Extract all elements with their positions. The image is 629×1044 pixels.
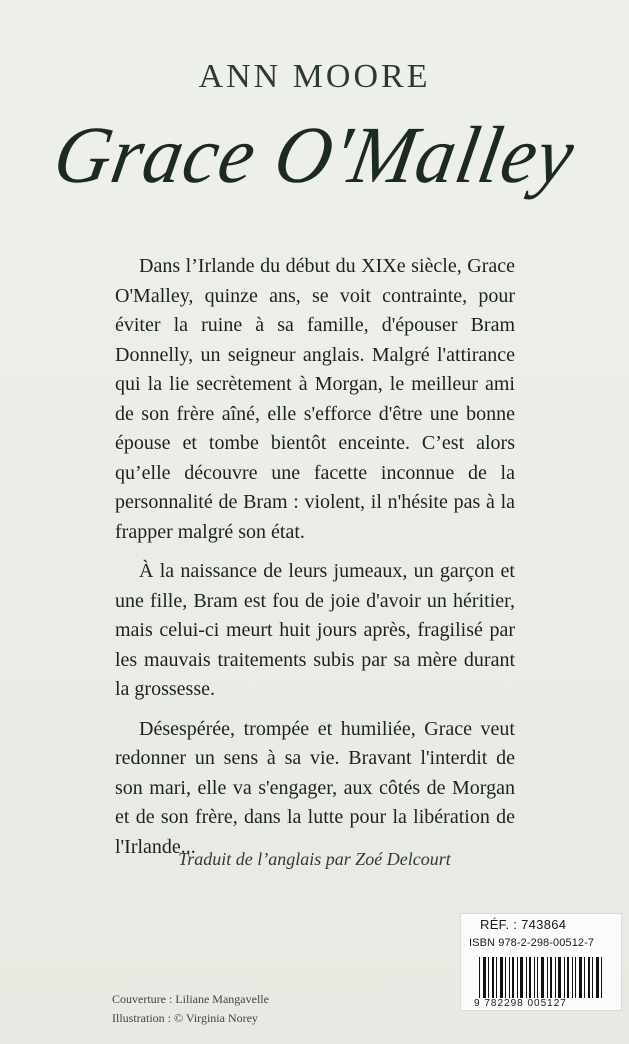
book-title: Grace O'Malley <box>47 109 582 200</box>
price-label <box>460 913 622 1011</box>
author-name: ANN MOORE <box>198 58 431 95</box>
illustration-credit: Illustration : © Virginia Norey <box>112 1011 258 1025</box>
blurb-paragraph-1: Dans l’Irlande du début du XIXe siècle, Grace O'Malley, quinze ans, se voit contrainte, pour éviter la ruine à sa famille, d'épouser Bram Donnelly, un seigneur anglais. Malgré l'attirance qui la lie secrètement à Morgan, le meilleur ami de son frère aîné, elle s'efforce d'être une bonne épouse et tombe bientôt enceinte. C’est alors qu’elle découvre une facette inconnue de la personnalité de Bram : violent, il n'hésite pas à la frapper malgré son état. <box>115 255 515 543</box>
reference-code: RÉF. : 743864 <box>480 917 567 932</box>
book-blurb <box>115 252 515 872</box>
translator-credit: Traduit de l’anglais par Zoé Delcourt <box>178 849 451 869</box>
cover-credits <box>112 990 269 1028</box>
cover-credit: Couverture : Liliane Mangavelle <box>112 992 269 1006</box>
barcode <box>479 957 603 998</box>
barcode-number: 9 782298 005127 <box>474 998 567 1009</box>
blurb-paragraph-2: À la naissance de leurs jumeaux, un garçon et une fille, Bram est fou de joie d'avoir un héritier, mais celui-ci meurt huit jours après, fragilisé par les mauvais traitements subis par sa mère durant la grossesse. <box>115 560 515 700</box>
blurb-paragraph-3: Désespérée, trompée et humiliée, Grace veut redonner un sens à sa vie. Bravant l'interdit de son mari, elle va s'engager, aux côtés de Morgan et de son frère, dans la lutte pour la libération de l'Irlande... <box>115 717 515 858</box>
isbn-number: ISBN 978-2-298-00512-7 <box>469 937 595 949</box>
